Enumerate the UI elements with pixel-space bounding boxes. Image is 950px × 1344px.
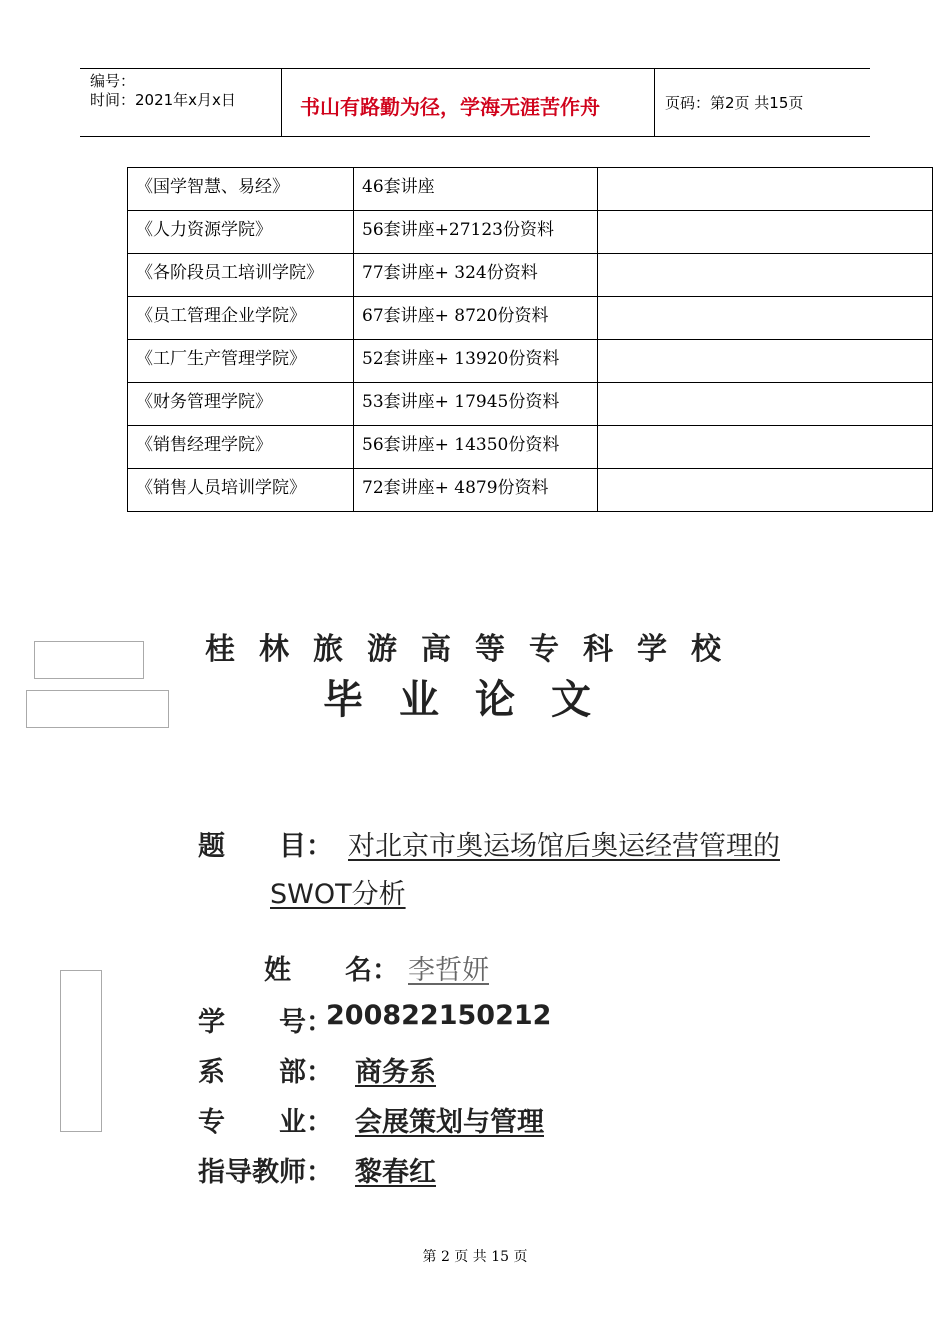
serial-label: 编号： (90, 72, 136, 90)
course-extra-cell (598, 469, 933, 512)
course-name-cell: 《各阶段员工培训学院》 (128, 254, 354, 297)
course-detail-cell: 53套讲座+ 17945份资料 (354, 383, 598, 426)
name-value: 李哲妍 (408, 955, 489, 986)
school-title: 桂林旅游高等专科学校 (205, 632, 745, 667)
table-row (128, 168, 933, 211)
table-row (128, 383, 933, 426)
header-page-info: 页码：第2页 共15页 (665, 94, 804, 112)
topic-line-1: 对北京市奥运场馆后奥运经营管理的 (348, 831, 780, 862)
course-detail-cell: 67套讲座+ 8720份资料 (354, 297, 598, 340)
course-name-cell: 《员工管理企业学院》 (128, 297, 354, 340)
table-row (128, 469, 933, 512)
header-divider-left (281, 68, 282, 137)
time-label: 时间：2021年x月x日 (90, 91, 236, 109)
department-label: 系 部： (198, 1057, 333, 1088)
department-value: 商务系 (355, 1057, 436, 1088)
student-id-value: 200822150212 (326, 1000, 552, 1031)
topic-line-2: SWOT分析 (270, 879, 406, 910)
major-value: 会展策划与管理 (355, 1107, 544, 1138)
advisor-label: 指导教师： (198, 1157, 333, 1188)
course-detail-cell: 56套讲座+ 14350份资料 (354, 426, 598, 469)
course-name-cell: 《销售人员培训学院》 (128, 469, 354, 512)
course-extra-cell (598, 426, 933, 469)
course-extra-cell (598, 254, 933, 297)
table-row (128, 211, 933, 254)
resource-table-body (128, 168, 933, 512)
header-bottom-rule (80, 136, 870, 137)
course-detail-cell: 56套讲座+27123份资料 (354, 211, 598, 254)
course-extra-cell (598, 168, 933, 211)
course-extra-cell (598, 297, 933, 340)
page-footer: 第 2 页 共 15 页 (422, 1249, 528, 1265)
course-detail-cell: 46套讲座 (354, 168, 598, 211)
course-extra-cell (598, 383, 933, 426)
course-name-cell: 《国学智慧、易经》 (128, 168, 354, 211)
course-detail-cell: 52套讲座+ 13920份资料 (354, 340, 598, 383)
course-name-cell: 《财务管理学院》 (128, 383, 354, 426)
table-row (128, 297, 933, 340)
table-row (128, 340, 933, 383)
course-extra-cell (598, 340, 933, 383)
resource-table (127, 167, 933, 512)
advisor-value: 黎春红 (355, 1157, 436, 1188)
table-row (128, 254, 933, 297)
header-divider-right (654, 68, 655, 137)
name-label: 姓 名： (264, 955, 399, 986)
empty-textbox-3 (60, 970, 102, 1132)
course-name-cell: 《人力资源学院》 (128, 211, 354, 254)
course-name-cell: 《工厂生产管理学院》 (128, 340, 354, 383)
course-extra-cell (598, 211, 933, 254)
topic-label: 题 目： (198, 831, 333, 862)
course-detail-cell: 77套讲座+ 324份资料 (354, 254, 598, 297)
major-label: 专 业： (198, 1107, 333, 1138)
thesis-title: 毕业论文 (323, 676, 627, 723)
header-top-rule (80, 68, 870, 69)
course-detail-cell: 72套讲座+ 4879份资料 (354, 469, 598, 512)
header-motto: 书山有路勤为径，学海无涯苦作舟 (300, 95, 600, 119)
table-row (128, 426, 933, 469)
student-id-label: 学 号： (198, 1007, 333, 1038)
course-name-cell: 《销售经理学院》 (128, 426, 354, 469)
